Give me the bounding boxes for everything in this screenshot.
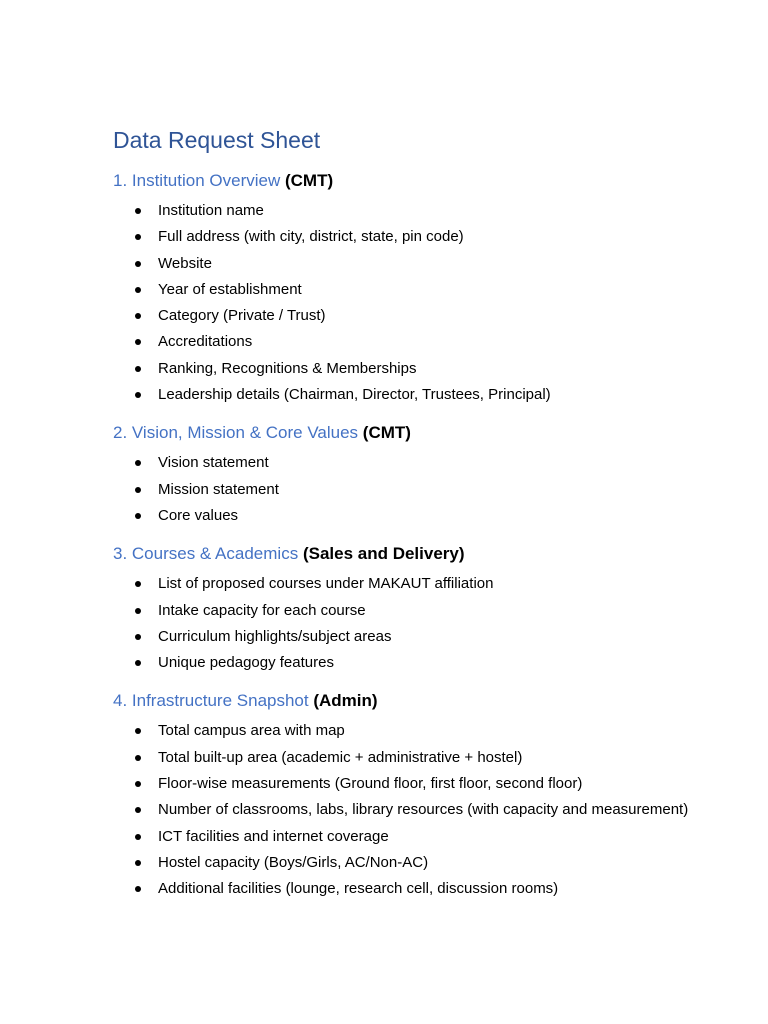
list-item-text: Institution name (158, 202, 264, 219)
list-item-text: Total built-up area (academic + administrative + hostel) (158, 748, 523, 766)
bullet-icon (135, 728, 141, 734)
bullet-icon (135, 660, 141, 666)
bullet-icon (135, 366, 141, 372)
list-item-text: Floor-wise measurements (Ground floor, first floor, second floor) (158, 775, 583, 793)
bullet-icon (135, 608, 141, 614)
section-heading (113, 168, 708, 194)
list-item (113, 198, 708, 224)
section-title: 2. Vision, Mission & Core Values (113, 423, 359, 443)
list-item-text: Year of establishment (158, 280, 302, 298)
document-title: Data Request Sheet (113, 127, 321, 153)
list-item-text: Curriculum highlights/subject areas (158, 627, 392, 645)
sections-container (113, 168, 708, 903)
section-title: 4. Infrastructure Snapshot (113, 691, 309, 711)
bullet-icon (135, 807, 141, 813)
list-item (113, 477, 708, 503)
bullet-icon (135, 261, 141, 267)
bullet-icon (135, 392, 141, 398)
section-1 (113, 168, 708, 408)
list-item-text: Hostel capacity (Boys/Girls, AC/Non-AC) (158, 853, 429, 871)
list-item (113, 571, 708, 597)
bullet-list (113, 718, 708, 902)
section-owner: (CMT) (284, 171, 334, 190)
list-item (113, 382, 708, 408)
list-item-text: Ranking, Recognitions & Memberships (158, 359, 417, 377)
list-item (113, 503, 708, 529)
bullet-icon (135, 634, 141, 640)
bullet-list (113, 571, 708, 676)
list-item (113, 745, 708, 771)
list-item (113, 876, 708, 902)
bullet-icon (135, 287, 141, 293)
list-item-text: Additional facilities (lounge, research cell, discussion rooms) (158, 880, 559, 898)
bullet-list (113, 198, 708, 408)
bullet-icon (135, 755, 141, 761)
list-item-text: Core values (158, 506, 239, 524)
section-2 (113, 420, 708, 529)
list-item (113, 718, 708, 744)
section-title: 3. Courses & Academics (113, 544, 299, 564)
list-item (113, 824, 708, 850)
section-owner: (CMT) (362, 423, 411, 443)
list-item-text: Accreditations (158, 333, 253, 351)
list-item-text: ICT facilities and internet coverage (158, 827, 389, 845)
list-item (113, 277, 708, 303)
list-item-text: Vision statement (158, 454, 269, 472)
section-heading (113, 541, 708, 567)
section-3 (113, 541, 708, 676)
bullet-icon (135, 781, 141, 787)
bullet-icon (135, 513, 141, 519)
list-item (113, 356, 708, 382)
list-item-text: Category (Private / Trust) (158, 307, 326, 325)
list-item (113, 771, 708, 797)
list-item-text: Website (158, 254, 212, 272)
section-owner: (Sales and Delivery) (302, 544, 465, 564)
list-item-text: Mission statement (158, 480, 279, 498)
list-item-text: Total campus area with map (158, 722, 345, 740)
list-item (113, 624, 708, 650)
list-item (113, 224, 708, 250)
bullet-icon (135, 886, 141, 892)
list-item (113, 450, 708, 476)
list-item-text: Unique pedagogy features (158, 654, 334, 672)
list-item-text: Number of classrooms, labs, library resources (with capacity and measurement) (158, 801, 689, 819)
list-item (113, 850, 708, 876)
list-item (113, 650, 708, 676)
list-item-text: List of proposed courses under MAKAUT affiliation (158, 575, 494, 593)
section-4 (113, 688, 708, 902)
bullet-icon (135, 860, 141, 866)
bullet-list (113, 450, 708, 529)
list-item-text: Leadership details (Chairman, Director, Trustees, Principal) (158, 386, 551, 404)
section-heading (113, 688, 708, 714)
bullet-icon (135, 581, 141, 587)
section-owner: (Admin) (313, 691, 378, 711)
bullet-icon (135, 313, 141, 319)
bullet-icon (135, 834, 141, 840)
section-title: 1. Institution Overview (113, 171, 281, 190)
bullet-icon (135, 460, 141, 466)
list-item (113, 598, 708, 624)
bullet-icon (135, 208, 141, 214)
list-item (113, 329, 708, 355)
list-item-text: Full address (with city, district, state, pin code) (158, 228, 464, 246)
list-item-text: Intake capacity for each course (158, 601, 366, 619)
list-item (113, 251, 708, 277)
list-item (113, 303, 708, 329)
bullet-icon (135, 234, 141, 240)
section-heading (113, 420, 708, 446)
list-item (113, 797, 708, 823)
bullet-icon (135, 339, 141, 345)
bullet-icon (135, 487, 141, 493)
